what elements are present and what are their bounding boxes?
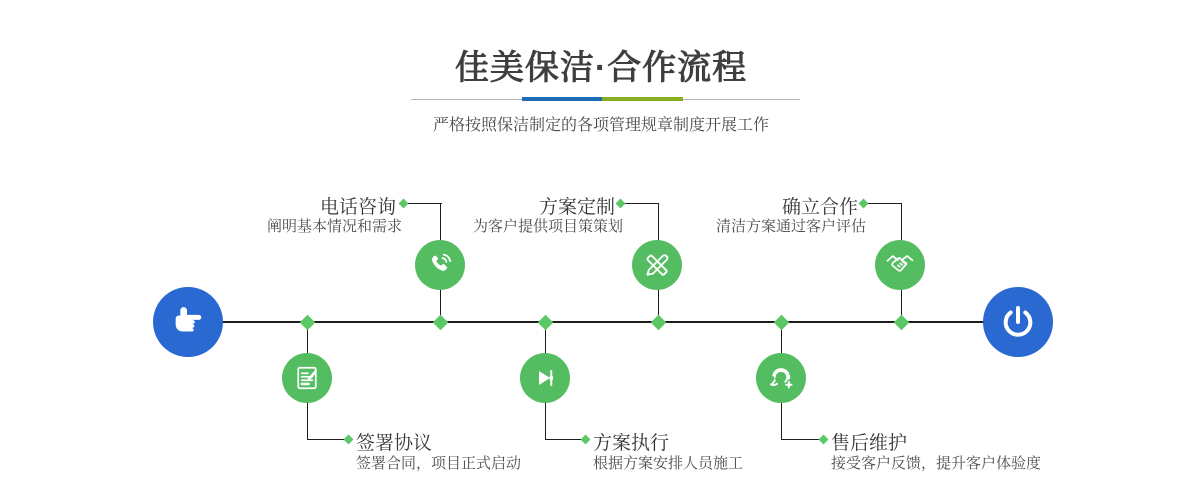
connector-bottom-1-h (307, 439, 348, 441)
title-divider-green-segment (602, 97, 683, 101)
step-title-execute: 方案执行 (593, 433, 670, 454)
step-node-execute (520, 353, 570, 403)
step-desc-execute: 根据方案安排人员施工 (593, 455, 744, 472)
step-node-aftersales (756, 353, 806, 403)
page-subtitle: 严格按照保洁制定的各项管理规章制度开展工作 (432, 117, 769, 134)
power-icon (998, 302, 1038, 342)
connector-top-2-h (622, 203, 659, 205)
step-title-aftersales: 售后维护 (831, 433, 908, 454)
handshake-icon (885, 250, 915, 280)
timeline-diamond-5 (773, 314, 789, 330)
step-node-plan (632, 240, 682, 290)
page-title: 佳美保洁·合作流程 (454, 49, 748, 87)
label-diamond-bottom-3 (818, 434, 828, 444)
flow-end-node (983, 287, 1053, 357)
timeline-diamond-6 (893, 314, 909, 330)
label-diamond-bottom-2 (580, 434, 590, 444)
title-divider-blue-segment (522, 97, 602, 101)
step-node-phone (415, 240, 465, 290)
flow-start-node (153, 287, 223, 357)
sign-document-icon (292, 363, 322, 393)
step-title-plan: 方案定制 (538, 197, 615, 218)
step-title-cooperate: 确立合作 (781, 197, 858, 218)
timeline-diamond-1 (299, 314, 315, 330)
label-diamond-top-1 (398, 198, 408, 208)
headset-plus-icon (766, 363, 796, 393)
step-desc-phone: 阐明基本情况和需求 (266, 218, 402, 235)
timeline-diamond-3 (537, 314, 553, 330)
timeline-diamond-2 (432, 314, 448, 330)
label-diamond-top-3 (858, 198, 868, 208)
step-desc-aftersales: 接受客户反馈，提升客户体验度 (831, 455, 1042, 472)
step-title-sign: 签署协议 (356, 433, 433, 454)
label-diamond-bottom-1 (343, 434, 353, 444)
label-diamond-top-2 (615, 198, 625, 208)
step-title-phone: 电话咨询 (319, 197, 396, 218)
step-node-sign (282, 353, 332, 403)
timeline-diamond-4 (650, 314, 666, 330)
step-node-cooperate (875, 240, 925, 290)
play-execute-icon (530, 363, 560, 393)
connector-bottom-2-h (545, 439, 585, 441)
phone-icon (425, 250, 455, 280)
connector-bottom-3-h (781, 439, 823, 441)
point-hand-icon (168, 302, 208, 342)
pencil-ruler-icon (642, 250, 672, 280)
connector-top-3-h (865, 203, 902, 205)
step-desc-cooperate: 清洁方案通过客户评估 (715, 218, 866, 235)
step-desc-sign: 签署合同，项目正式启动 (356, 455, 522, 472)
connector-top-1-h (405, 203, 442, 205)
step-desc-plan: 为客户提供项目策策划 (472, 218, 623, 235)
